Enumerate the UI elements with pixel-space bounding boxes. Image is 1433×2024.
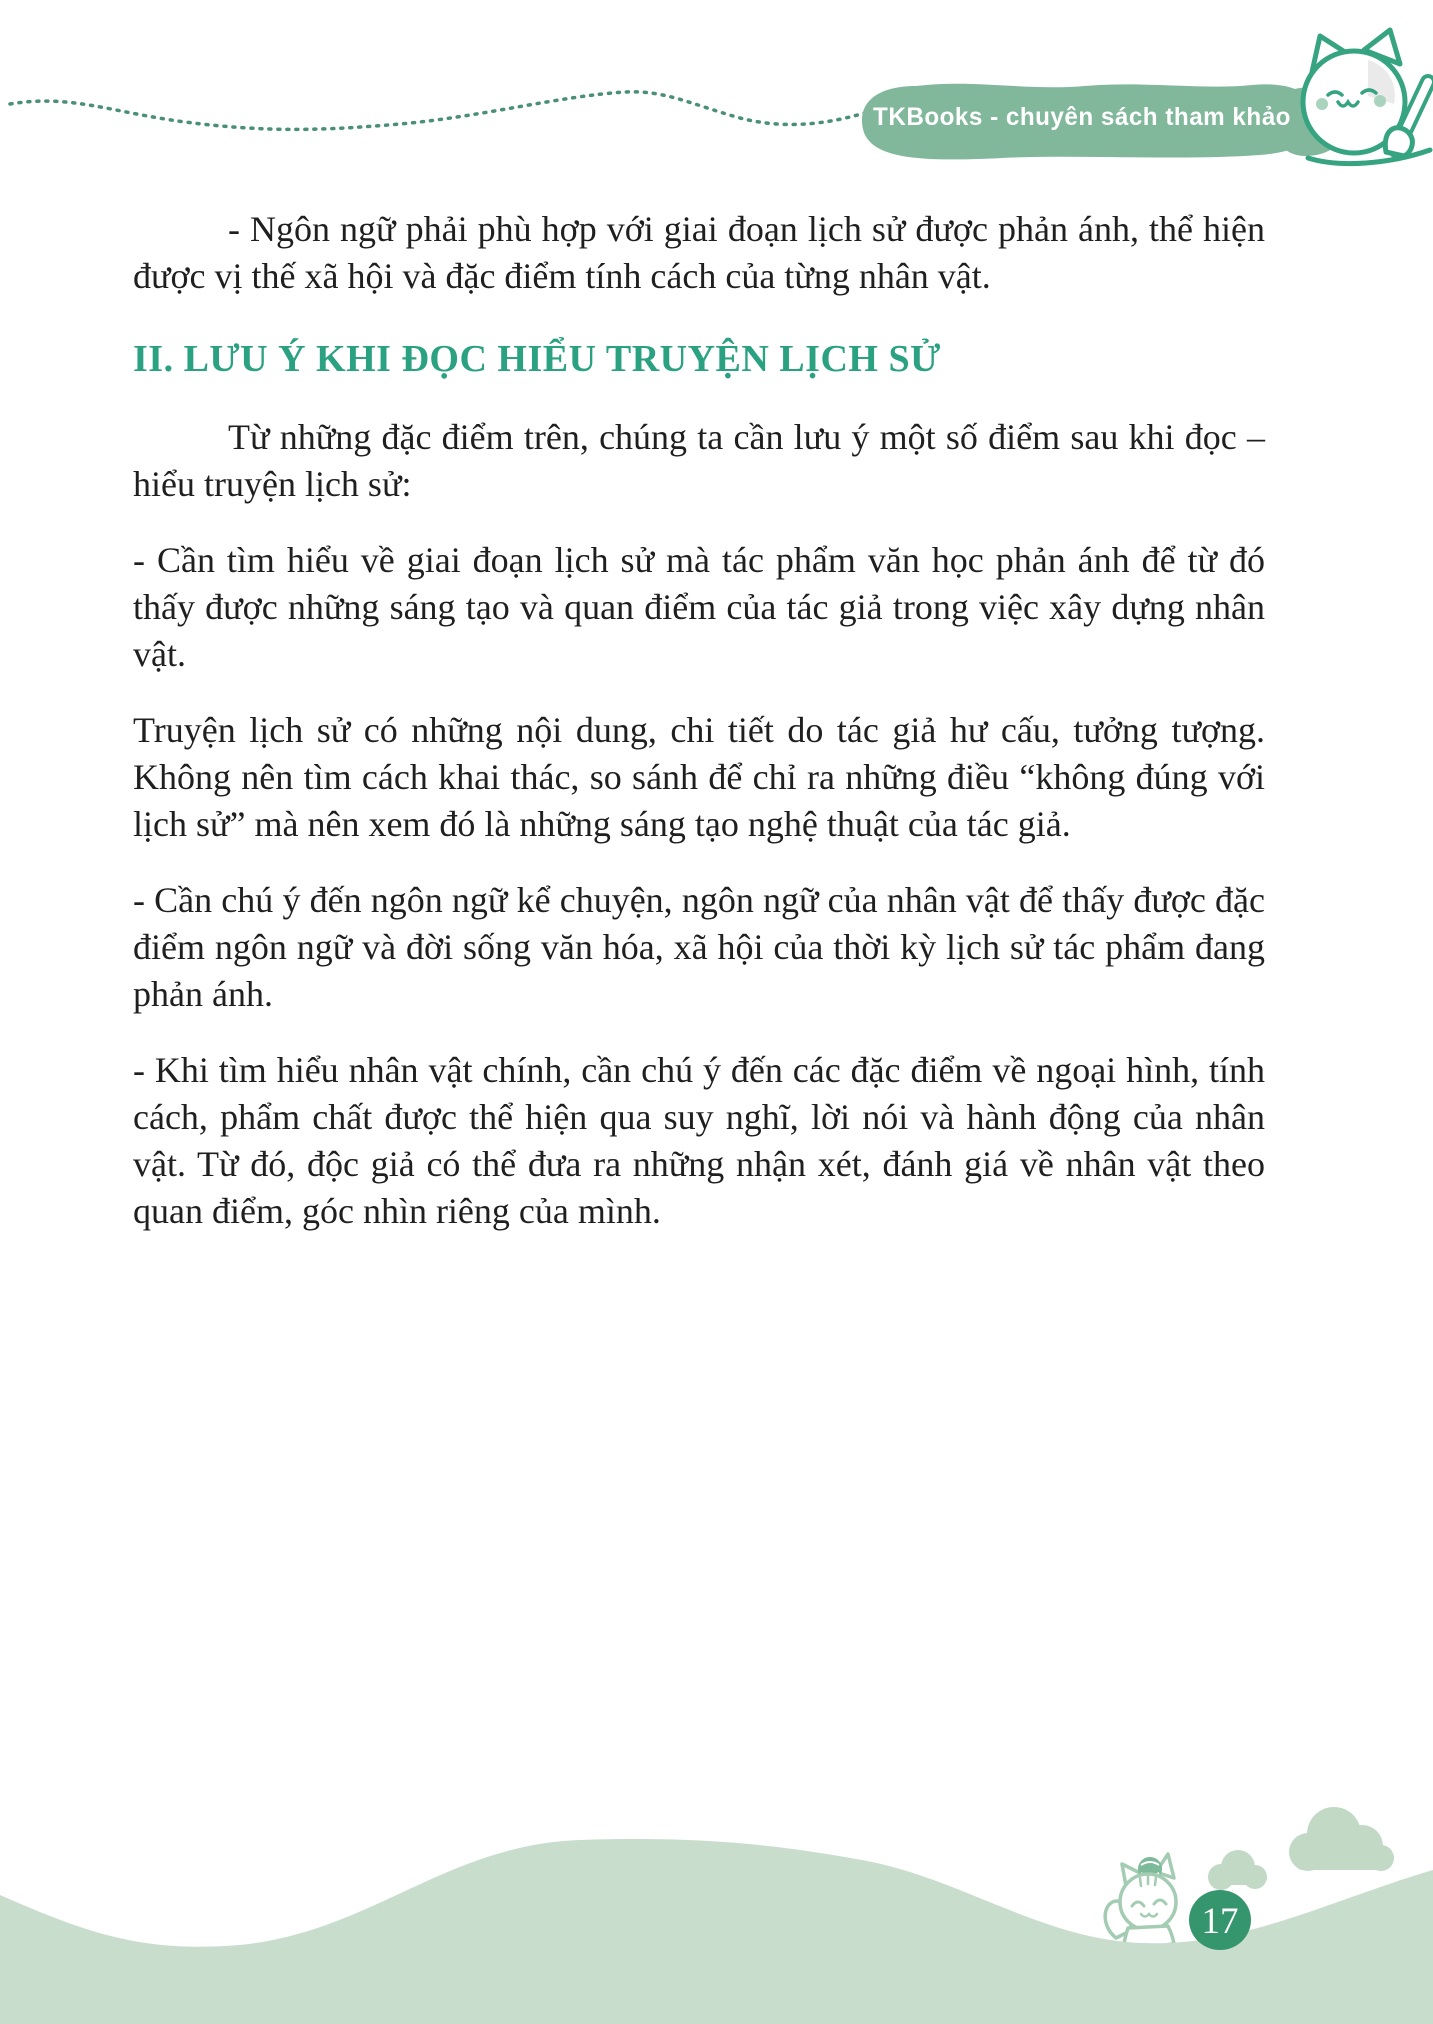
cloud-large-icon [1289, 1807, 1394, 1871]
header-cat-mascot-icon [1303, 30, 1430, 164]
paragraph: - Cần chú ý đến ngôn ngữ kể chuyện, ngôn ngữ của nhân vật để thấy được đặc điểm ngôn ngữ và đời sống văn hóa, xã hội của thời kỳ lịch sử tác phẩm đang phản ánh. [133, 880, 1265, 1014]
paragraph: Truyện lịch sử có những nội dung, chi tiết do tác giả hư cấu, tưởng tượng. Không nên tìm cách khai thác, so sánh để chỉ ra những điều “không đúng với lịch sử” mà nên xem đó là những sáng tạo nghệ thuật của tác giả. [133, 710, 1265, 844]
badge-label: TKBooks - chuyên sách tham khảo [873, 103, 1291, 131]
page-number-badge [1189, 1890, 1251, 1950]
cloud-small-icon [1208, 1850, 1267, 1890]
footer-decoration [0, 1694, 1433, 2024]
paragraph: - Ngôn ngữ phải phù hợp với giai đoạn lịch sử được phản ánh, thể hiện được vị thế xã hội và đặc điểm tính cách của từng nhân vật. [133, 209, 1265, 296]
dotted-wave-line [10, 92, 868, 130]
paragraph: Từ những đặc điểm trên, chúng ta cần lưu ý một số điểm sau khi đọc – hiểu truyện lịch sử: [133, 417, 1265, 504]
section-heading: II. LƯU Ý KHI ĐỌC HIỂU TRUYỆN LỊCH SỬ [133, 338, 941, 380]
page-content [133, 206, 1265, 1264]
paragraph: - Cần tìm hiểu về giai đoạn lịch sử mà tác phẩm văn học phản ánh để từ đó thấy được những sáng tạo và quan điểm của tác giả trong việc xây dựng nhân vật. [133, 540, 1265, 674]
page-number: 17 [1201, 1901, 1239, 1942]
paragraph: - Khi tìm hiểu nhân vật chính, cần chú ý đến các đặc điểm về ngoại hình, tính cách, phẩm chất được thể hiện qua suy nghĩ, lời nói và hành động của nhân vật. Từ đó, độc giả có thể đưa ra những nhận xét, đánh giá về nhân vật theo quan điểm, góc nhìn riêng của mình. [133, 1050, 1265, 1231]
